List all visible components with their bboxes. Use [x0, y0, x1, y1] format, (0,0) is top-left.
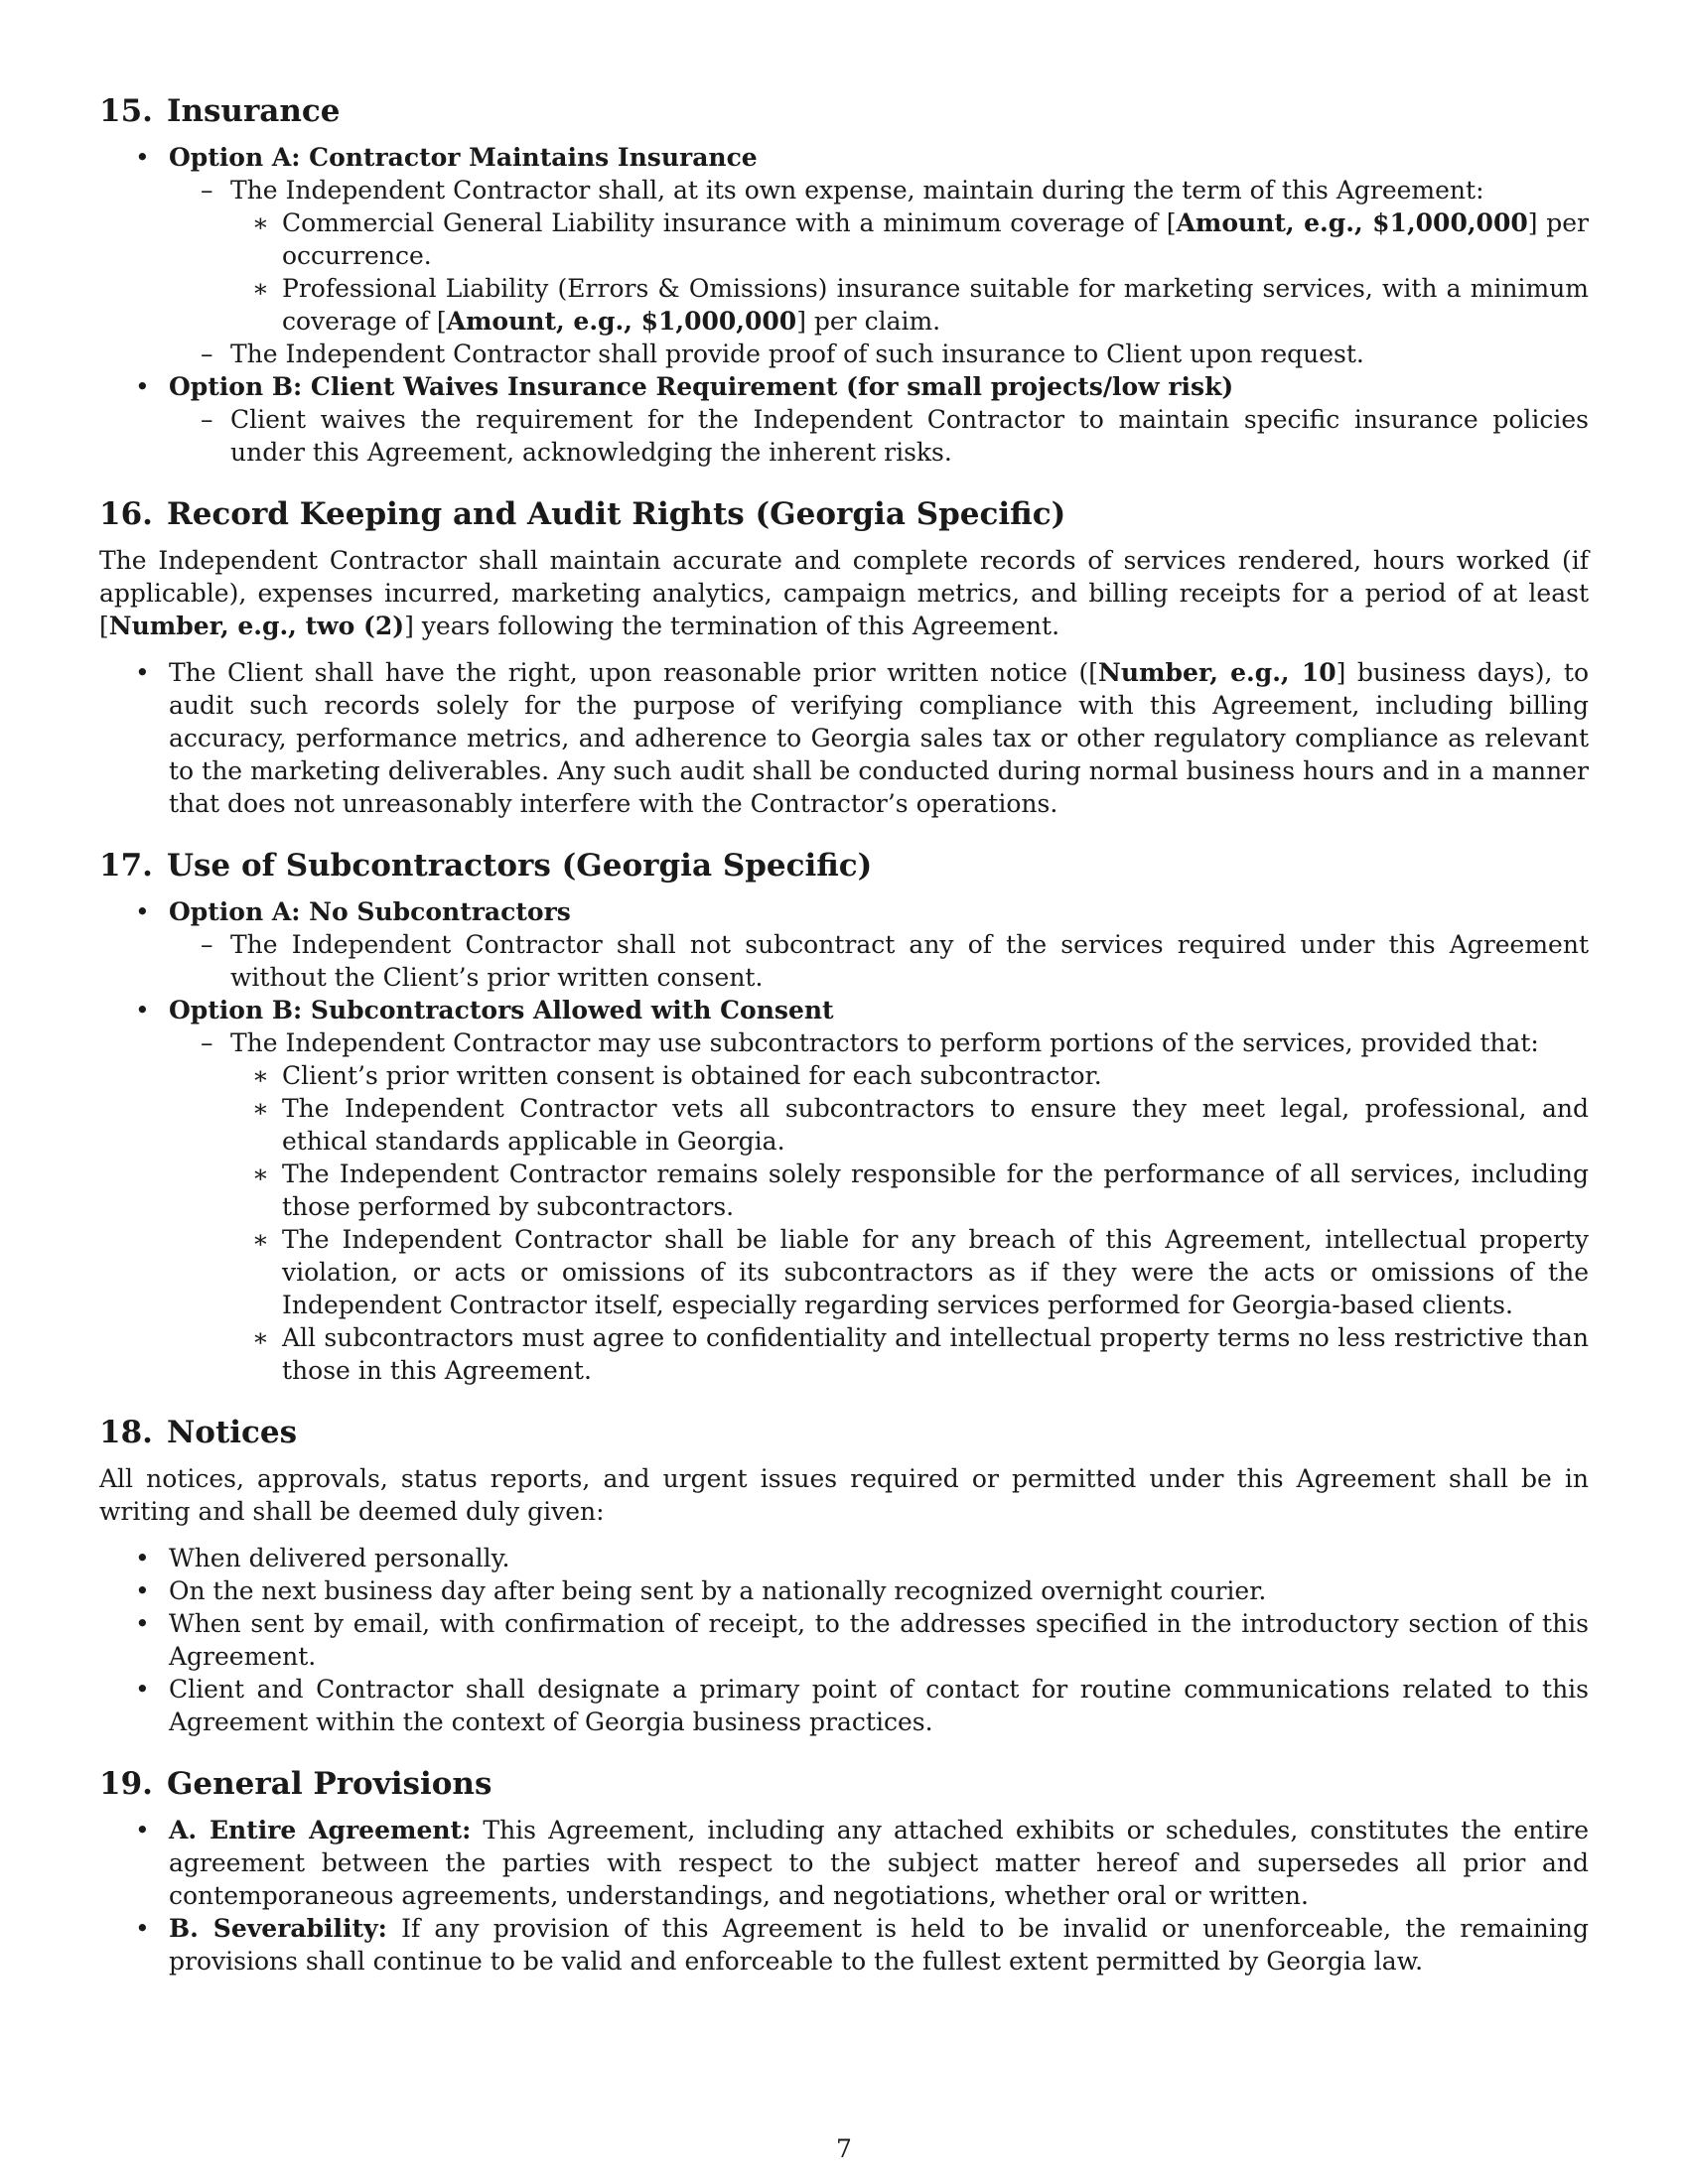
section-insurance: [99, 91, 1589, 469]
list-item: • On the next business day after being sent by a nationally recognized overnight courier.: [135, 1576, 1267, 1605]
list-item: • When delivered personally.: [135, 1544, 510, 1572]
list-item: • The Client shall have the right, upon reasonable prior written notice ([Number, e.g., 10] business days), to audit such records solely for the purpose of verifying compliance with this Agreement, including billing accuracy, performance metrics, and adherence to Georgia sales tax or other regulatory compliance as relevant to the marketing deliverables. Any such audit shall be conducted during normal business hours and in a manner that does not unreasonably interfere with the Contractor’s operations.: [135, 658, 1589, 818]
paragraph: The Independent Contractor shall maintain accurate and complete records of services rendered, hours worked (if applicable), expenses incurred, marketing analytics, campaign metrics, and billing receipts for a period of at least [Number, e.g., two (2)] years following the termination of this Agreement.: [99, 546, 1589, 640]
list-item: ∗ The Independent Contractor vets all subcontractors to ensure they meet legal, professional, and ethical standards applicable in Georgia.: [252, 1094, 1589, 1156]
section-subcontractors: [99, 846, 1589, 1387]
list-item: – The Independent Contractor may use subcontractors to perform portions of the services, provided that: ∗ Client’s prior written consent is obtained for each subcontractor. ∗ The Independent Contractor vets all subcontractors to ensure they meet legal, professional, and ethical standards applicable in Georgia. ∗ The Independent Contractor remains solely responsible for the performance of all services, including those performed by subcontractors. ∗ The Independent Contractor shall be liable for any breach of this Agreement, intellectual property violation, or acts or omissions of its subcontractors as if they were the acts or omissions of the Independent Contractor itself, especially regarding services performed for Georgia-based clients. ∗ All subcontractors must agree to confidentiality and intellectual property terms no less restrictive than those in this Agreement.: [201, 1028, 1589, 1385]
list-item: • Option A: No Subcontractors – The Independent Contractor shall not subcontract any of the services required under this Agreement without the Client’s prior written consent.: [135, 897, 1589, 992]
list-item: • When sent by email, with confirmation of receipt, to the addresses specified in the introductory section of this Agreement.: [135, 1609, 1589, 1671]
list-item: • B. Severability: If any provision of this Agreement is held to be invalid or unenforceable, the remaining provisions shall continue to be valid and enforceable to the fullest extent permitted by Georgia law.: [135, 1914, 1589, 1976]
list-item: – The Independent Contractor shall provide proof of such insurance to Client upon request.: [201, 340, 1364, 368]
section-notices: [99, 1413, 1589, 1738]
list-item: – The Independent Contractor shall not subcontract any of the services required under this Agreement without the Client’s prior written consent.: [201, 930, 1589, 992]
section-heading: 16. Record Keeping and Audit Rights (Georgia Specific): [99, 496, 1066, 532]
paragraph: All notices, approvals, status reports, and urgent issues required or permitted under this Agreement shall be in writing and shall be deemed duly given:: [99, 1464, 1589, 1526]
section-heading: 15. Insurance: [99, 93, 341, 129]
list-item: ∗ The Independent Contractor remains solely responsible for the performance of all services, including those performed by subcontractors.: [252, 1160, 1589, 1221]
page-number: 7: [836, 2134, 852, 2163]
option-list: [99, 141, 1589, 469]
list-item: • Option B: Client Waives Insurance Requirement (for small projects/low risk) – Client waives the requirement for the Independent Contractor to maintain specific insurance policies under this Agreement, acknowledging the inherent risks.: [135, 372, 1589, 467]
list-item: ∗ All subcontractors must agree to confidentiality and intellectual property terms no less restrictive than those in this Agreement.: [252, 1323, 1589, 1385]
section-heading: 19. General Provisions: [99, 1766, 492, 1802]
option-label: Option A: No Subcontractors: [169, 897, 571, 926]
option-label: Option B: Client Waives Insurance Requirement (for small projects/low risk): [169, 372, 1234, 401]
list-item: ∗ The Independent Contractor shall be liable for any breach of this Agreement, intellectual property violation, or acts or omissions of its subcontractors as if they were the acts or omissions of the Independent Contractor itself, especially regarding services performed for Georgia-based clients.: [252, 1225, 1589, 1319]
section-general-provisions: [99, 1764, 1589, 1978]
option-label: Option A: Contractor Maintains Insurance: [169, 143, 758, 172]
list-item: • Option B: Subcontractors Allowed with Consent – The Independent Contractor may use subcontractors to perform portions of the services, provided that: ∗ Client’s prior written consent is obtained for each subcontractor. ∗ The Independent Contractor vets all subcontractors to ensure they meet legal, professional, and ethical standards applicable in Georgia. ∗ The Independent Contractor remains solely responsible for the performance of all services, including those performed by subcontractors. ∗ The Independent Contractor shall be liable for any breach of this Agreement, intellectual property violation, or acts or omissions of its subcontractors as if they were the acts or omissions of the Independent Contractor itself, especially regarding services performed for Georgia-based clients. ∗ All subcontractors must agree to confidentiality and intellectual property terms no less restrictive than those in this Agreement.: [135, 996, 1589, 1385]
list-item: – Client waives the requirement for the Independent Contractor to maintain specific insurance policies under this Agreement, acknowledging the inherent risks.: [201, 405, 1589, 467]
list-item: • Client and Contractor shall designate a primary point of contact for routine communications related to this Agreement within the context of Georgia business practices.: [135, 1675, 1589, 1736]
section-record-keeping: [99, 494, 1589, 820]
list-item: ∗ Professional Liability (Errors & Omissions) insurance suitable for marketing services, with a minimum coverage of [Amount, e.g., $1,000,000] per claim.: [252, 274, 1589, 336]
list-item: ∗ Commercial General Liability insurance with a minimum coverage of [Amount, e.g., $1,000,000] per occurrence.: [252, 208, 1589, 270]
list-item: ∗ Client’s prior written consent is obtained for each subcontractor.: [252, 1061, 1102, 1090]
list-item: • A. Entire Agreement: This Agreement, including any attached exhibits or schedules, constitutes the entire agreement between the parties with respect to the subject matter hereof and supersedes all prior and contemporaneous agreements, understandings, and negotiations, whether oral or written.: [135, 1816, 1589, 1910]
section-heading: 18. Notices: [99, 1415, 298, 1450]
list-item: – The Independent Contractor shall, at its own expense, maintain during the term of this Agreement: ∗ Commercial General Liability insurance with a minimum coverage of [Amount, e.g., $1,000,000] per occurrence. ∗ Professional Liability (Errors & Omissions) insurance suitable for marketing services, with a minimum coverage of [Amount, e.g., $1,000,000] per claim.: [201, 176, 1589, 336]
section-heading: 17. Use of Subcontractors (Georgia Specific): [99, 848, 873, 884]
document-page: [99, 91, 1589, 2003]
option-label: Option B: Subcontractors Allowed with Consent: [169, 996, 834, 1024]
list-item: • Option A: Contractor Maintains Insurance – The Independent Contractor shall, at its own expense, maintain during the term of this Agreement: ∗ Commercial General Liability insurance with a minimum coverage of [Amount, e.g., $1,000,000] per occurrence. ∗ Professional Liability (Errors & Omissions) insurance suitable for marketing services, with a minimum coverage of [Amount, e.g., $1,000,000] per claim. – The Independent Contractor shall provide proof of such insurance to Client upon request.: [135, 143, 1589, 368]
